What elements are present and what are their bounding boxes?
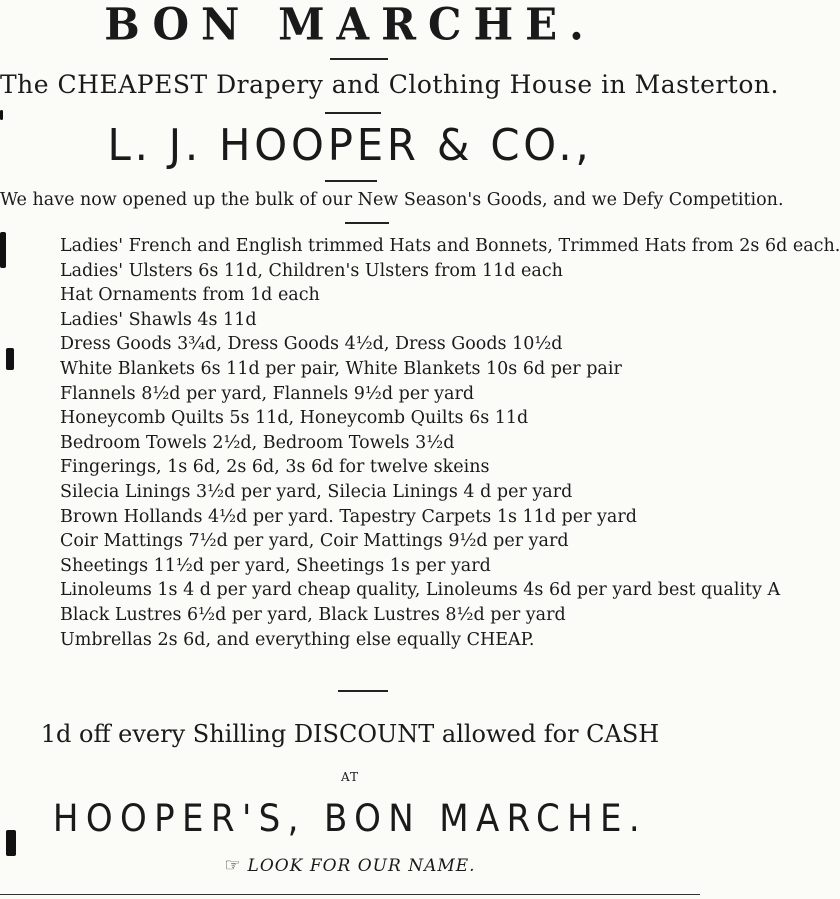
price-item: Flannels 8½d per yard, Flannels 9½d per yard: [60, 383, 475, 404]
price-item: Dress Goods 3¾d, Dress Goods 4½d, Dress Goods 10½d: [60, 334, 563, 355]
price-item: White Blankets 6s 11d per pair, White Blankets 10s 6d per pair: [60, 358, 622, 379]
tagline-rule: [345, 222, 389, 224]
price-item: Sheetings 11½d per yard, Sheetings 1s per yard: [60, 555, 491, 576]
price-list: [60, 234, 840, 652]
pointing-hand-icon: ☞: [224, 855, 242, 876]
subtitle-rule: [325, 112, 381, 114]
price-item: Fingerings, 1s 6d, 2s 6d, 3s 6d for twelve skeins: [60, 457, 490, 478]
look-for-text: LOOK FOR OUR NAME.: [247, 856, 476, 876]
price-item: Ladies' French and English trimmed Hats and Bonnets, Trimmed Hats from 2s 6d each.: [60, 236, 840, 256]
company-name: L. J. HOOPER & CO.,: [107, 120, 593, 171]
footer-name: HOOPER'S, BON MARCHE.: [52, 797, 648, 840]
print-blemish: [0, 232, 6, 268]
at-label: AT: [340, 770, 359, 784]
price-item: Bedroom Towels 2½d, Bedroom Towels 3½d: [60, 432, 455, 453]
list-end-rule: [338, 690, 388, 692]
print-blemish: [0, 110, 3, 120]
print-blemish: [6, 348, 14, 370]
price-item: Silecia Linings 3½d per yard, Silecia Linings 4 d per yard: [60, 481, 573, 502]
price-item: Coir Mattings 7½d per yard, Coir Mattings 9½d per yard: [60, 531, 569, 552]
price-item: Brown Hollands 4½d per yard. Tapestry Carpets 1s 11d per yard: [60, 506, 637, 527]
title-rule: [330, 58, 388, 60]
discount-line: 1d off every Shilling DISCOUNT allowed for CASH: [40, 720, 660, 748]
bottom-border: [0, 894, 700, 895]
price-item: Linoleums 1s 4 d per yard cheap quality, Linoleums 4s 6d per yard best quality A: [60, 580, 781, 601]
price-item: Hat Ornaments from 1d each: [60, 285, 320, 306]
print-blemish: [6, 830, 16, 856]
price-item: Honeycomb Quilts 5s 11d, Honeycomb Quilts 6s 11d: [60, 408, 529, 429]
ad-subtitle: The CHEAPEST Drapery and Clothing House in Masterton.: [0, 70, 779, 99]
price-item: Black Lustres 6½d per yard, Black Lustres 8½d per yard: [60, 604, 566, 625]
price-item: Umbrellas 2s 6d, and everything else equally CHEAP.: [60, 629, 535, 650]
company-rule: [325, 180, 377, 182]
look-for-line: [0, 855, 700, 876]
tagline: We have now opened up the bulk of our New Season's Goods, and we Defy Competition.: [0, 190, 784, 210]
price-item: Ladies' Shawls 4s 11d: [60, 309, 257, 330]
price-item: Ladies' Ulsters 6s 11d, Children's Ulsters from 11d each: [60, 260, 563, 281]
ad-title: BON MARCHE.: [104, 0, 596, 51]
